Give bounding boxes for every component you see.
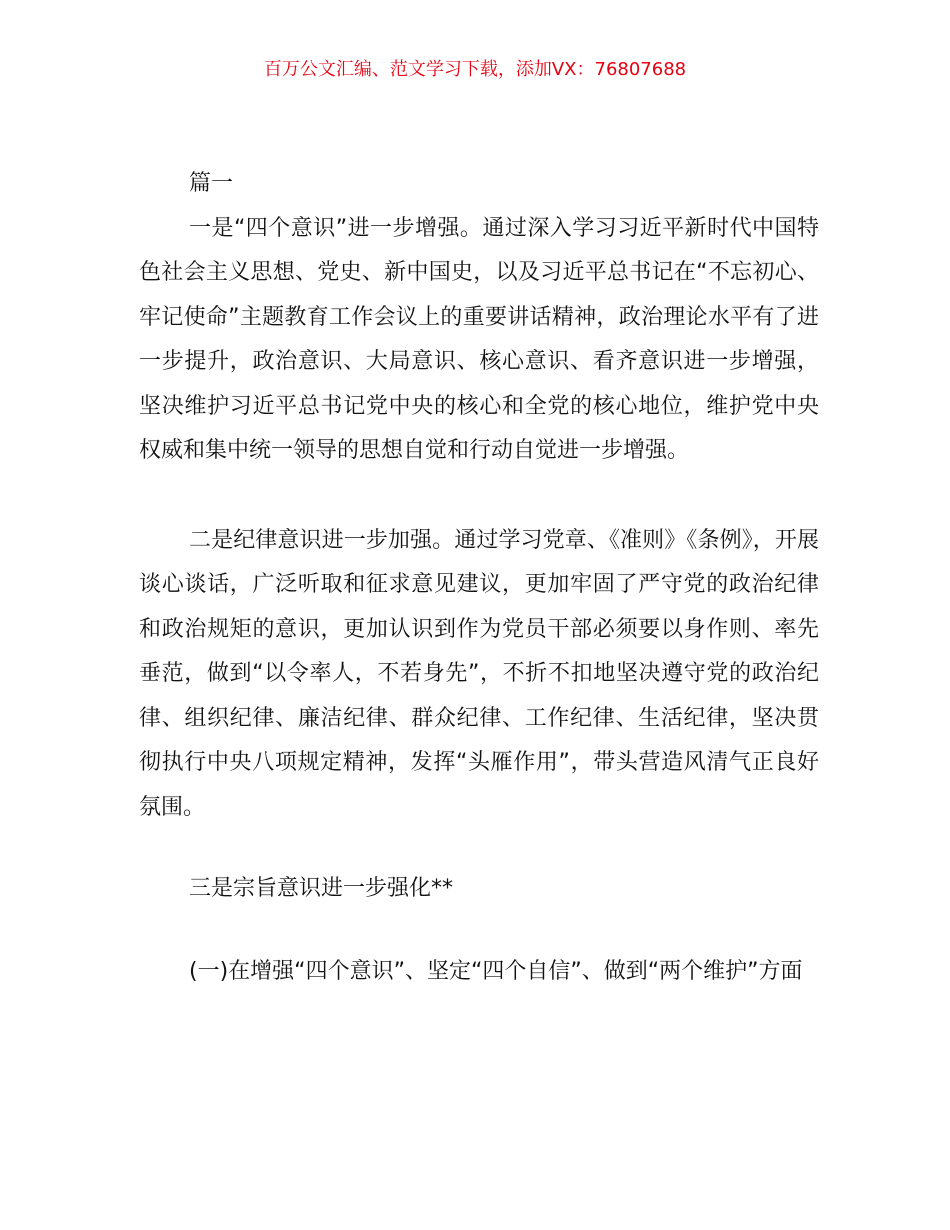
paragraph-4: (一)在增强“四个意识”、坚定“四个自信”、做到“两个维护”方面 — [189, 958, 803, 984]
section-title: 篇一 — [189, 171, 234, 196]
document-body — [139, 162, 819, 994]
paragraph-1: 一是“四个意识”进一步增强。通过深入学习习近平新时代中国特色社会主义思想、党史、新中国史，以及习近平总书记在“不忘初心、牢记使命”主题教育工作会议上的重要讲话精神，政治理论水平有了进一步提升，政治意识、大局意识、核心意识、看齐意识进一步增强，坚决维护习近平总书记党中央的核心和全党的核心地位，维护党中央权威和集中统一领导的思想自觉和行动自觉进一步增强。 — [139, 215, 819, 463]
paragraph-2: 二是纪律意识进一步加强。通过学习党章、《准则》《条例》，开展谈心谈话，广泛听取和征求意见建议，更加牢固了严守党的政治纪律和政治规矩的意识，更加认识到作为党员干部必须要以身作则、率先垂范，做到“以令率人，不若身先”，不折不扣地坚决遵守党的政治纪律、组织纪律、廉洁纪律、群众纪律、工作纪律、生活纪律，坚决贯彻执行中央八项规定精神，发挥“头雁作用”，带头营造风清气正良好氛围。 — [139, 527, 819, 820]
header-watermark: 百万公文汇编、范文学习下载，添加VX：76807688 — [263, 59, 687, 80]
paragraph-3: 三是宗旨意识进一步强化** — [189, 876, 454, 901]
